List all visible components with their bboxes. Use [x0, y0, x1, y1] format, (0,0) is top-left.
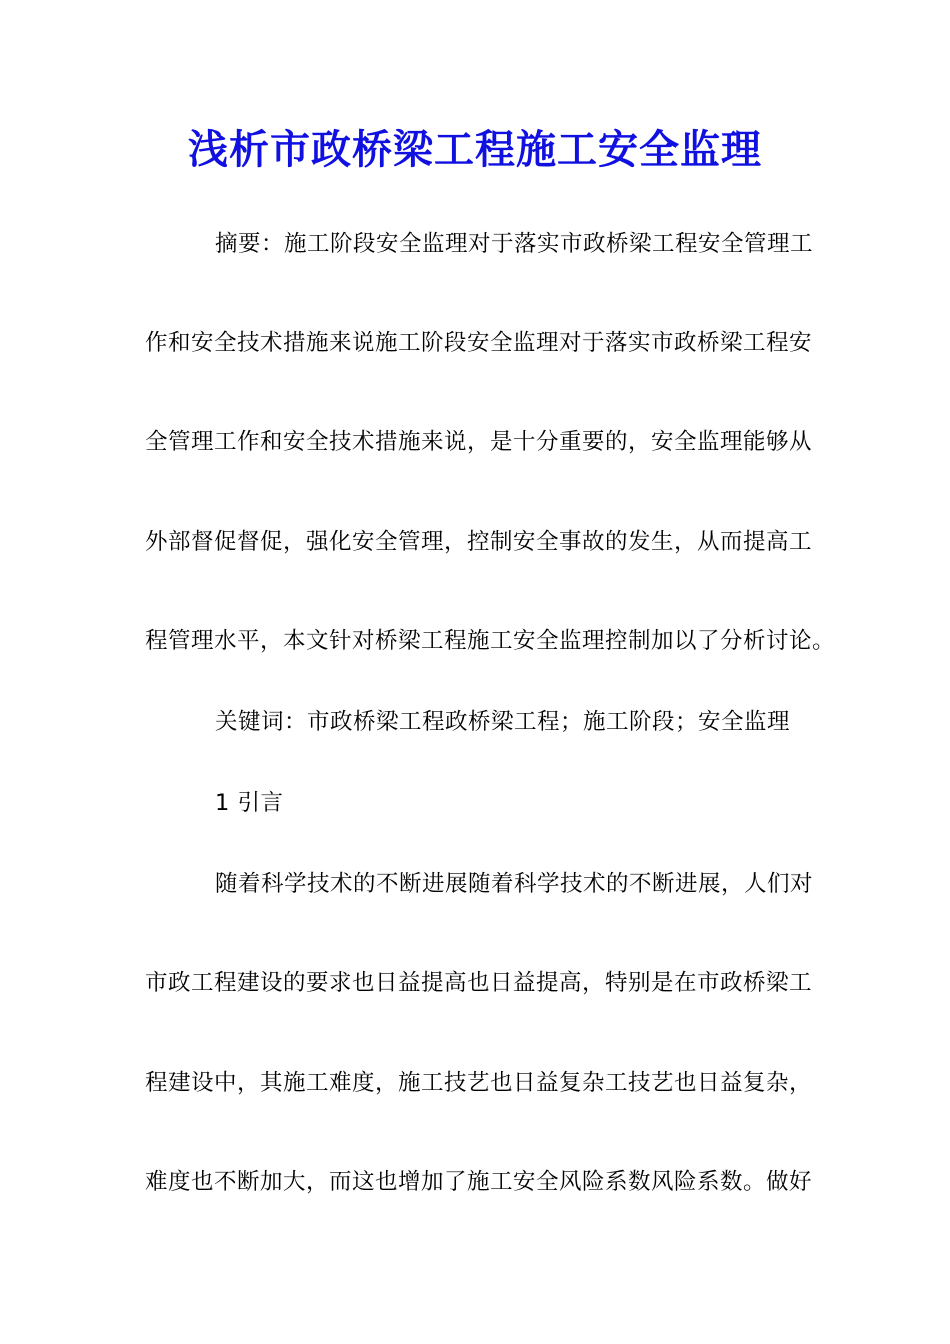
body-line-3: 程建设中，其施工难度，施工技艺也日益复杂工技艺也日益复杂，	[145, 1070, 813, 1096]
abstract-line-2: 作和安全技术措施来说施工阶段安全监理对于落实市政桥梁工程安	[145, 330, 813, 356]
abstract-line-3: 全管理工作和安全技术措施来说，是十分重要的，安全监理能够从	[145, 429, 813, 455]
document-title: 浅析市政桥梁工程施工安全监理	[188, 126, 762, 173]
abstract-line-1: 摘要：施工阶段安全监理对于落实市政桥梁工程安全管理工	[215, 231, 814, 257]
section-heading-introduction: 1 引言	[215, 790, 284, 816]
abstract-line-5: 程管理水平，本文针对桥梁工程施工安全监理控制加以了分析讨论。	[145, 628, 836, 654]
body-line-4: 难度也不断加大，而这也增加了施工安全风险系数风险系数。做好	[145, 1169, 813, 1195]
body-line-2: 市政工程建设的要求也日益提高也日益提高，特别是在市政桥梁工	[145, 970, 813, 996]
body-line-1: 随着科学技术的不断进展随着科学技术的不断进展，人们对	[215, 871, 814, 897]
keywords-line: 关键词：市政桥梁工程政桥梁工程；施工阶段；安全监理	[215, 709, 791, 735]
abstract-line-4: 外部督促督促，强化安全管理，控制安全事故的发生，从而提高工	[145, 529, 813, 555]
